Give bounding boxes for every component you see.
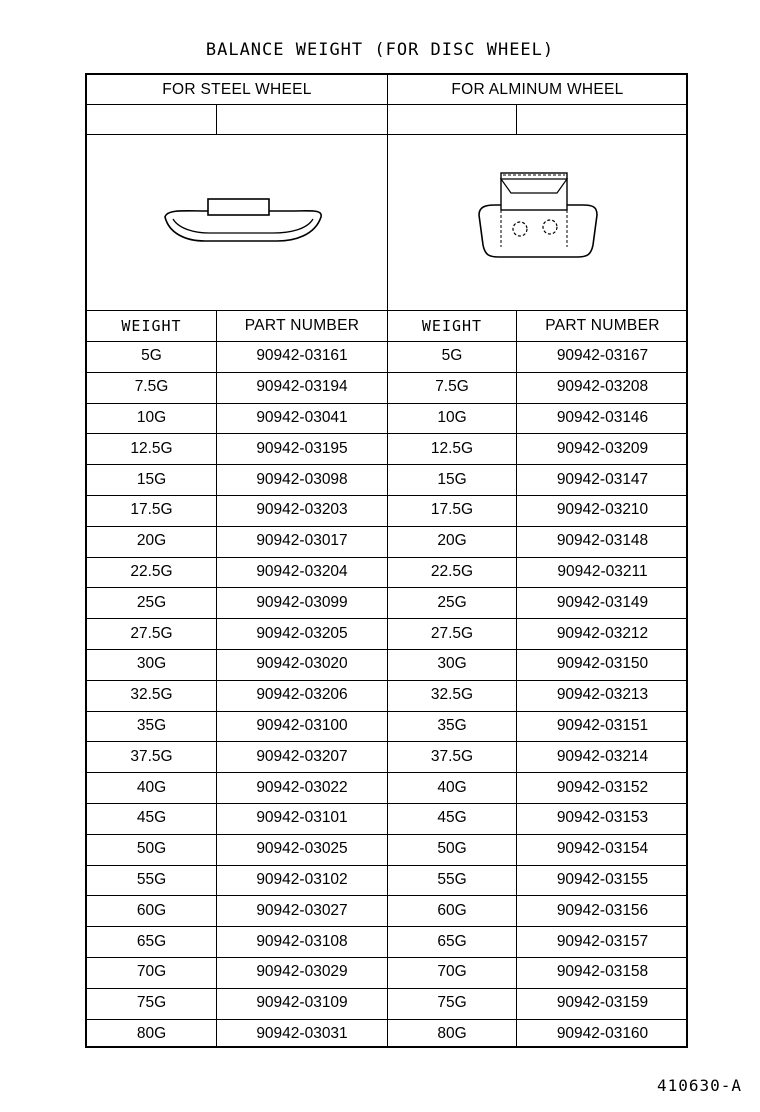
steel-part-number-cell: 90942-03102 [256,870,348,888]
steel-weight-cell: 50G [136,840,167,858]
aluminum-part-number-cell: 90942-03159 [556,994,649,1012]
aluminum-part-number-cell: 90942-03158 [556,963,649,981]
steel-weight-cell: 45G [136,809,167,827]
page-title: BALANCE WEIGHT (FOR DISC WHEEL) [205,40,555,60]
aluminum-part-number-cell: 90942-03157 [556,932,649,950]
aluminum-weight-cell: 32.5G [430,686,474,704]
aluminum-weight-cell: 20G [437,532,467,550]
aluminum-part-number-cell: 90942-03212 [556,624,649,642]
steel-weight-cell: 10G [136,408,167,426]
steel-part-number-cell: 90942-03194 [256,378,348,396]
aluminum-part-number-cell: 90942-03214 [556,747,649,765]
steel-wheel-weight-illustration [87,135,387,310]
aluminum-part-number-column-header: PART NUMBER [545,316,660,334]
steel-part-number-cell: 90942-03098 [256,470,348,488]
steel-weight-cell: 27.5G [130,624,173,642]
aluminum-part-number-cell: 90942-03153 [556,809,649,827]
steel-weight-column-header: WEIGHT [121,316,182,335]
steel-part-number-column-header: PART NUMBER [244,316,360,334]
aluminum-part-number-cell: 90942-03160 [556,1024,649,1042]
steel-weight-cell: 15G [136,470,167,488]
aluminum-wheel-header: FOR ALMINUM WHEEL [451,80,624,98]
steel-part-number-cell: 90942-03161 [256,347,348,365]
aluminum-weight-cell: 70G [437,963,467,981]
steel-part-number-cell: 90942-03108 [256,932,348,950]
steel-weight-cell: 70G [136,963,167,981]
steel-weight-cell: 65G [136,932,167,950]
aluminum-part-number-cell: 90942-03150 [556,655,649,673]
blank-cell-divider-right [516,104,517,134]
aluminum-weight-cell: 17.5G [430,501,474,519]
steel-part-number-cell: 90942-03205 [256,624,348,642]
steel-weight-cell: 32.5G [130,686,173,704]
steel-part-number-cell: 90942-03041 [256,408,348,426]
aluminum-weight-cell: 25G [437,593,467,611]
aluminum-part-number-cell: 90942-03151 [556,716,649,734]
aluminum-part-number-cell: 90942-03146 [556,408,649,426]
steel-part-number-cell: 90942-03099 [256,593,348,611]
steel-part-number-cell: 90942-03022 [256,778,348,796]
steel-weight-cell: 22.5G [130,562,173,580]
aluminum-part-number-cell: 90942-03211 [557,562,648,580]
blank-cell-divider-left [216,104,217,134]
aluminum-part-number-cell: 90942-03167 [556,347,649,365]
aluminum-weight-cell: 22.5G [430,562,474,580]
steel-weight-cell: 5G [141,347,162,365]
aluminum-part-number-cell: 90942-03155 [556,870,649,888]
aluminum-weight-cell: 10G [437,408,467,426]
aluminum-weight-cell: 65G [437,932,467,950]
aluminum-weight-cell: 37.5G [430,747,474,765]
steel-weight-cell: 60G [136,901,167,919]
aluminum-weight-cell: 27.5G [430,624,474,642]
aluminum-weight-cell: 75G [437,994,467,1012]
aluminum-part-number-cell: 90942-03213 [556,686,649,704]
steel-part-number-cell: 90942-03020 [256,655,348,673]
steel-part-number-cell: 90942-03204 [256,562,348,580]
steel-part-number-cell: 90942-03207 [256,747,348,765]
steel-part-number-cell: 90942-03027 [256,901,348,919]
steel-part-number-cell: 90942-03031 [256,1024,348,1042]
aluminum-weight-cell: 50G [437,840,467,858]
aluminum-weight-cell: 55G [437,870,467,888]
aluminum-part-number-cell: 90942-03149 [556,593,649,611]
steel-part-number-cell: 90942-03017 [256,532,348,550]
aluminum-weight-column-header: WEIGHT [421,316,483,335]
steel-part-number-cell: 90942-03025 [256,840,348,858]
aluminum-weight-cell: 60G [437,901,467,919]
steel-weight-cell: 17.5G [130,501,173,519]
steel-part-number-cell: 90942-03206 [256,686,348,704]
aluminum-weight-cell: 12.5G [430,439,474,457]
aluminum-weight-cell: 45G [437,809,467,827]
aluminum-weight-cell: 7.5G [435,378,469,396]
steel-weight-cell: 12.5G [130,439,173,457]
steel-weight-cell: 7.5G [134,378,169,396]
steel-weight-cell: 30G [136,655,167,673]
aluminum-part-number-cell: 90942-03154 [556,840,649,858]
steel-part-number-cell: 90942-03203 [256,501,348,519]
aluminum-weight-cell: 30G [437,655,467,673]
steel-part-number-cell: 90942-03109 [256,994,348,1012]
steel-weight-cell: 40G [136,778,167,796]
steel-part-number-cell: 90942-03100 [256,716,348,734]
steel-weight-cell: 80G [136,1024,167,1042]
steel-weight-cell: 35G [136,716,167,734]
aluminum-weight-cell: 80G [437,1024,467,1042]
aluminum-part-number-cell: 90942-03210 [556,501,649,519]
aluminum-part-number-cell: 90942-03152 [556,778,649,796]
steel-wheel-header: FOR STEEL WHEEL [162,80,312,98]
steel-part-number-cell: 90942-03195 [256,439,348,457]
steel-weight-cell: 37.5G [130,747,173,765]
steel-weight-cell: 25G [136,593,167,611]
steel-part-number-cell: 90942-03029 [256,963,348,981]
aluminum-weight-cell: 40G [437,778,467,796]
steel-part-number-cell: 90942-03101 [256,809,348,827]
aluminum-part-number-cell: 90942-03208 [556,378,649,396]
aluminum-weight-cell: 35G [437,716,467,734]
aluminum-weight-cell: 15G [437,470,467,488]
aluminum-part-number-cell: 90942-03148 [556,532,649,550]
aluminum-wheel-weight-illustration [387,135,688,310]
steel-weight-cell: 20G [136,532,167,550]
aluminum-weight-cell: 5G [441,347,463,365]
header-divider [87,104,686,105]
steel-weight-cell: 55G [136,870,167,888]
steel-weight-cell: 75G [136,994,167,1012]
aluminum-part-number-cell: 90942-03147 [556,470,649,488]
diagram-reference-number: 410630-A [656,1076,742,1095]
parts-table [85,73,688,1048]
aluminum-part-number-cell: 90942-03209 [556,439,649,457]
aluminum-part-number-cell: 90942-03156 [556,901,649,919]
